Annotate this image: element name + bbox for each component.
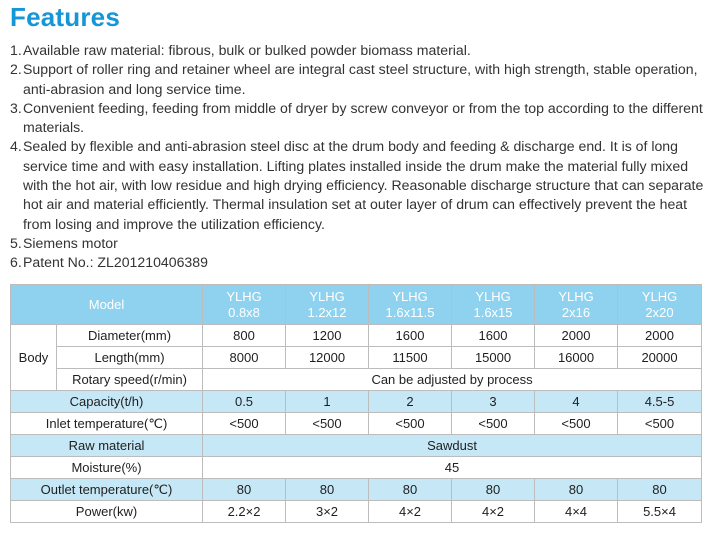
- table-cell: 1600: [369, 325, 452, 347]
- table-cell: 4.5-5: [618, 391, 702, 413]
- features-list: [10, 41, 704, 273]
- body-group-label: Body: [11, 325, 57, 391]
- table-cell: <500: [369, 413, 452, 435]
- table-cell: 80: [203, 479, 286, 501]
- feature-text: Sealed by flexible and anti-abrasion steel disc at the drum body and feeding & discharge end. It is of long service time and with easy installation. Lifting plates installed inside the drum make the material fully mixed with the hot air, with low residue and high drying efficiency. Reasonable discharge structure that can separate hot air and material efficiently. Thermal insulation set at outer layer of drum can effectively prevent the heat from losing and improve the utilization efficiency.: [23, 138, 704, 232]
- table-cell: 5.5×4: [618, 501, 702, 523]
- feature-item: [10, 137, 704, 233]
- model-series: YLHG: [309, 288, 345, 304]
- feature-number: 5.: [10, 234, 22, 251]
- model-size: 1.2x12: [307, 304, 347, 320]
- model-cell: [286, 285, 369, 325]
- feature-text: Support of roller ring and retainer wheel are integral cast steel structure, with high strength, stable operation, anti-abrasion and long service time.: [23, 61, 698, 97]
- spec-table: [10, 284, 702, 523]
- table-cell: 8000: [203, 347, 286, 369]
- table-cell: <500: [203, 413, 286, 435]
- page-title: Features: [10, 2, 120, 32]
- table-cell: 80: [452, 479, 535, 501]
- table-row: [11, 369, 702, 391]
- feature-number: 2.: [10, 61, 22, 78]
- table-row: [11, 435, 702, 457]
- model-size: 1.6x11.5: [385, 304, 435, 320]
- table-cell: 1200: [286, 325, 369, 347]
- table-cell: <500: [286, 413, 369, 435]
- model-series: YLHG: [475, 288, 511, 304]
- table-cell: 4×4: [535, 501, 618, 523]
- feature-number: 1.: [10, 42, 22, 58]
- feature-text: Convenient feeding, feeding from middle of dryer by screw conveyor or from the top according to the different materials.: [23, 99, 703, 136]
- feature-text: Available raw material: fibrous, bulk or bulked powder biomass material.: [23, 42, 471, 58]
- table-row: [11, 325, 702, 347]
- table-cell: 3×2: [286, 501, 369, 523]
- model-series: YLHG: [392, 288, 428, 304]
- table-cell: 0.5: [203, 391, 286, 413]
- table-row: [11, 413, 702, 435]
- table-cell: 2.2×2: [203, 501, 286, 523]
- table-cell: 1: [286, 391, 369, 413]
- model-header: Model: [11, 285, 203, 325]
- feature-number: 6.: [10, 254, 22, 271]
- model-series: YLHG: [641, 288, 678, 304]
- table-cell: 20000: [618, 347, 702, 369]
- table-cell: 2000: [535, 325, 618, 347]
- table-cell: <500: [452, 413, 535, 435]
- model-cell: [535, 285, 618, 325]
- row-label: Length(mm): [57, 347, 203, 369]
- model-cell: [369, 285, 452, 325]
- table-row: [11, 479, 702, 501]
- model-size: 0.8x8: [228, 304, 260, 320]
- feature-number: 4.: [10, 138, 22, 155]
- table-cell: 2: [369, 391, 452, 413]
- table-cell: 11500: [369, 347, 452, 369]
- feature-text: Patent No.: ZL201210406389: [23, 254, 208, 271]
- table-header-row: [11, 285, 702, 325]
- table-cell: 3: [452, 391, 535, 413]
- table-row: [11, 347, 702, 369]
- table-cell: 80: [535, 479, 618, 501]
- row-label: Inlet temperature(℃): [11, 413, 203, 435]
- model-series: YLHG: [558, 288, 594, 304]
- feature-item: [10, 253, 704, 272]
- feature-item: [10, 60, 704, 99]
- model-cell: [203, 285, 286, 325]
- model-cell: [618, 285, 702, 325]
- table-cell: 1600: [452, 325, 535, 347]
- table-cell: 800: [203, 325, 286, 347]
- feature-text: Siemens motor: [23, 234, 118, 251]
- feature-item: [10, 99, 704, 138]
- feature-item: [10, 41, 704, 60]
- table-cell: 80: [369, 479, 452, 501]
- feature-number: 3.: [10, 99, 22, 116]
- table-row: [11, 457, 702, 479]
- row-label: Rotary speed(r/min): [57, 369, 203, 391]
- model-cell: [452, 285, 535, 325]
- row-label: Capacity(t/h): [11, 391, 203, 413]
- model-size: 1.6x15: [473, 304, 513, 320]
- table-cell: 2000: [618, 325, 702, 347]
- table-cell: <500: [535, 413, 618, 435]
- table-cell: 80: [286, 479, 369, 501]
- model-series: YLHG: [226, 288, 262, 304]
- table-cell-merged: 45: [203, 457, 702, 479]
- model-size: 2x16: [561, 304, 591, 320]
- table-cell: <500: [618, 413, 702, 435]
- table-row: [11, 391, 702, 413]
- table-cell-merged: Sawdust: [203, 435, 702, 457]
- table-cell: 12000: [286, 347, 369, 369]
- table-row: [11, 501, 702, 523]
- row-label: Moisture(%): [11, 457, 203, 479]
- row-label: Raw material: [11, 435, 203, 457]
- table-cell: 80: [618, 479, 702, 501]
- table-cell: 4×2: [369, 501, 452, 523]
- feature-item: [10, 234, 704, 253]
- table-cell: 4: [535, 391, 618, 413]
- model-size: 2x20: [645, 304, 674, 320]
- row-label: Outlet temperature(℃): [11, 479, 203, 501]
- row-label: Diameter(mm): [57, 325, 203, 347]
- table-cell-merged: Can be adjusted by process: [203, 369, 702, 391]
- table-cell: 16000: [535, 347, 618, 369]
- table-cell: 15000: [452, 347, 535, 369]
- row-label: Power(kw): [11, 501, 203, 523]
- table-cell: 4×2: [452, 501, 535, 523]
